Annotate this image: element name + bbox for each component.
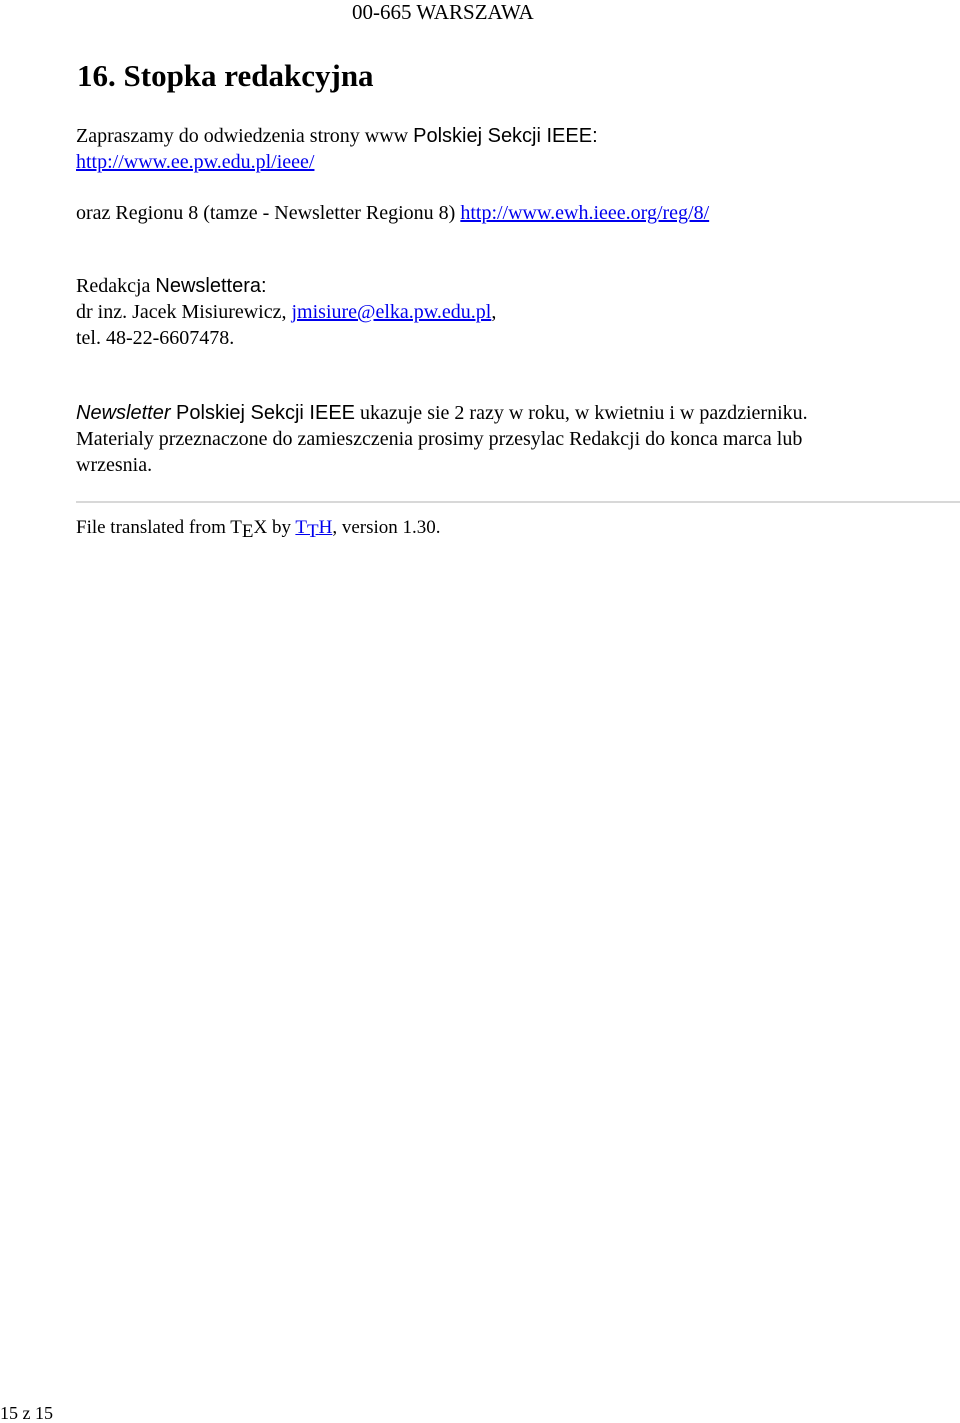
ieee-section-link[interactable]: http://www.ee.pw.edu.pl/ieee/ (76, 151, 315, 173)
section-title: 16. Stopka redakcyjna (77, 58, 374, 93)
tex-logo-e: E (241, 521, 254, 542)
editor-phone: tel. 48-22-6607478. (76, 327, 235, 349)
invite-paragraph (76, 123, 598, 175)
editor-name: dr inz. Jacek Misiurewicz, (76, 301, 292, 323)
tth-t2: T (307, 521, 319, 542)
editor-email-link[interactable]: jmisiure@elka.pw.edu.pl (291, 301, 492, 323)
horizontal-divider (76, 501, 960, 503)
notice-line1: ukazuje sie 2 razy w roku, w kwietniu i w pazdzierniku. (355, 402, 808, 424)
region-text: oraz Regionu 8 (tamze - Newsletter Regionu 8) (76, 202, 461, 224)
tth-link[interactable] (295, 517, 332, 542)
translation-prefix: File translated from T (76, 517, 242, 538)
translation-version: , version 1.30. (332, 517, 441, 538)
editorial-label: Redakcja (76, 275, 156, 297)
editorial-paragraph (76, 273, 496, 351)
region-paragraph (76, 200, 709, 226)
email-comma: , (491, 301, 497, 323)
translation-note (76, 516, 441, 540)
tth-h: H (318, 517, 333, 538)
page-number: 15 z 15 (0, 1403, 53, 1423)
notice-newsletter: Newsletter (76, 402, 171, 424)
translation-by: by (267, 517, 296, 538)
tex-logo-x: X (253, 517, 268, 538)
invite-org-name: Polskiej Sekcji IEEE (413, 125, 593, 147)
invite-text: Zapraszamy do odwiedzenia strony www (76, 125, 414, 147)
editorial-newsletter-name: Newslettera (155, 275, 262, 297)
region-8-link[interactable]: http://www.ewh.ieee.org/reg/8/ (460, 202, 710, 224)
tth-t1: T (295, 517, 307, 538)
notice-line3: wrzesnia. (76, 454, 153, 476)
notice-org: Polskiej Sekcji IEEE (170, 402, 355, 424)
notice-line2: Materialy przeznaczone do zamieszczenia prosimy przesylac Redakcji do konca marca lub (76, 428, 803, 450)
header-address: 00-665 WARSZAWA (352, 0, 534, 24)
invite-colon: : (592, 125, 598, 147)
notice-paragraph (76, 400, 808, 478)
editorial-colon: : (261, 275, 267, 297)
